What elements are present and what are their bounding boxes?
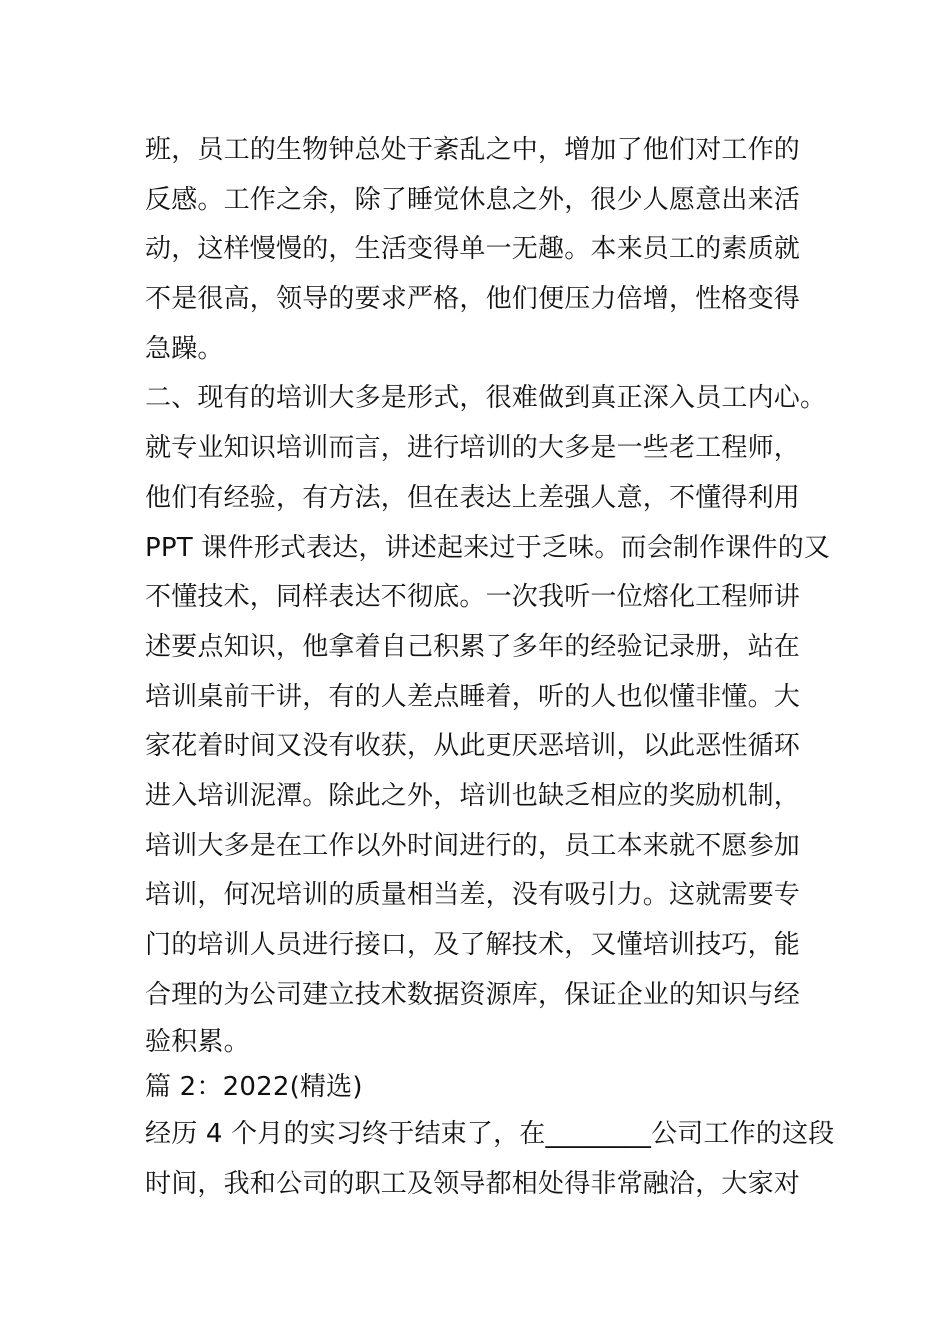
text-line: 合理的为公司建立技术数据资源库，保证企业的知识与经 <box>145 979 801 1010</box>
text-line: 培训桌前干讲，有的人差点睡着，听的人也似懂非懂。大 <box>145 681 801 712</box>
text-line: 班，员工的生物钟总处于紊乱之中，增加了他们对工作的 <box>145 135 801 165</box>
text-line: 不懂技术，同样表达不彻底。一次我听一位熔化工程师讲 <box>145 582 801 613</box>
text-line: 门的培训人员进行接口，及了解技术，又懂培训技巧，能 <box>145 930 801 960</box>
text-line: 经历 4 个月的实习终于结束了，在________公司工作的这段 <box>145 1119 835 1150</box>
text-line: 验积累。 <box>145 1027 250 1058</box>
body-text <box>145 126 835 1210</box>
text-line: 家花着时间又没有收获，从此更厌恶培训，以此恶性循环 <box>145 731 801 762</box>
text-line: 就专业知识培训而言，进行培训的大多是一些老工程师， <box>145 433 801 464</box>
text-line: 急躁。 <box>145 333 224 364</box>
text-line: 进入培训泥潭。除此之外，培训也缺乏相应的奖励机制， <box>145 780 801 811</box>
text-line: 动，这样慢慢的，生活变得单一无趣。本来员工的素质就 <box>145 234 801 265</box>
text-line: 培训大多是在工作以外时间进行的，员工本来就不愿参加 <box>145 830 801 861</box>
section-title: 篇 2：2022(精选) <box>145 1072 363 1103</box>
text-line: PPT 课件形式表达，讲述起来过于乏味。而会制作课件的又 <box>145 532 831 563</box>
text-line: 反感。工作之余，除了睡觉休息之外，很少人愿意出来活 <box>145 184 801 215</box>
text-line: 培训，何况培训的质量相当差，没有吸引力。这就需要专 <box>145 880 801 911</box>
text-line: 述要点知识，他拿着自己积累了多年的经验记录册，站在 <box>145 631 801 662</box>
text-line: 时间，我和公司的职工及领导都相处得非常融洽，大家对 <box>145 1169 801 1200</box>
section-heading: 二、现有的培训大多是形式，很难做到真正深入员工内心。 <box>145 383 827 414</box>
text-line: 他们有经验，有方法，但在表达上差强人意，不懂得利用 <box>145 482 801 513</box>
text-line: 不是很高，领导的要求严格，他们便压力倍增，性格变得 <box>145 284 801 315</box>
